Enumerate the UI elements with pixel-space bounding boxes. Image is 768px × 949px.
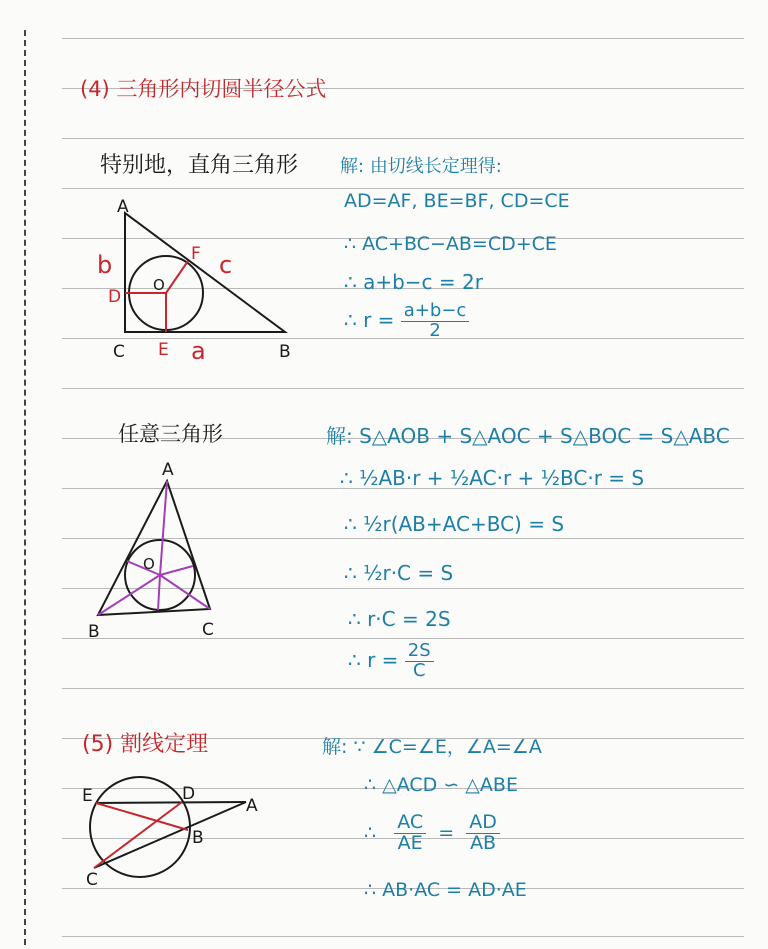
s-label-C: C [86,870,98,890]
secant-ratio-prefix: ∴ [364,821,377,844]
label-b: b [97,251,113,279]
secant-line-1: ∵ ∠C=∠E，∠A=∠A [353,736,542,758]
label-O: O [153,276,165,294]
section-5-title: (5) 割线定理 [82,732,209,757]
g-label-A: A [162,460,174,480]
g-label-B: B [88,622,100,642]
s-label-B: B [192,828,204,848]
secant-ratio-right-num: AD [466,813,500,834]
rt-result [344,302,469,341]
s-label-D: D [182,784,196,804]
radius-of [166,261,188,293]
rt-line-3: ∴ a+b−c = 2r [344,270,483,294]
rt-solution-intro: 由切线长定理得: [369,156,502,177]
rt-result-prefix: ∴ r = [344,307,395,332]
bisector-oc [160,575,210,609]
radius-1 [160,566,193,575]
label-a: a [191,337,206,365]
right-triangle-shape [125,213,285,332]
gt-line-3: ∴ ½r·C = S [344,561,454,585]
gt-solution-prefix: 解: [326,424,353,448]
right-triangle-diagram [95,195,315,365]
section-4-title: (4) 三角形内切圆半径公式 [80,77,327,101]
gt-solution-header [326,420,730,449]
s-label-A: A [246,796,258,816]
label-E: E [158,340,169,360]
dashed-margin-line [24,30,26,945]
gt-line-4: ∴ r·C = 2S [348,607,451,631]
secant-line-ea [96,802,246,803]
label-B: B [279,342,291,362]
rt-line-1: AD=AF, BE=BF, CD=CE [344,190,570,212]
bisector-oa [160,481,167,575]
g-label-O: O [143,555,155,573]
gt-result-den: C [412,659,426,681]
secant-ratio-right [466,813,500,854]
radius-3 [158,575,160,610]
rt-result-num: a+b−c [401,302,470,322]
secant-ratio-left-num: AC [394,813,426,834]
gt-result-num: 2S [405,642,434,662]
label-A: A [117,197,129,217]
label-c: c [219,251,233,279]
label-D: D [108,287,122,307]
rt-result-fraction [401,302,470,341]
gt-line-2: ∴ ½r(AB+AC+BC) = S [344,512,565,536]
general-triangle-heading: 任意三角形 [118,422,223,446]
gt-area-eq: S△AOB + S△AOC + S△BOC = S△ABC [359,424,730,448]
secant-diagram [78,775,278,895]
gt-result-prefix: ∴ r = [348,647,399,672]
general-triangle-shape [98,481,210,615]
gt-result-fraction [405,642,434,681]
secant-ratio-eq: = [438,821,455,844]
g-label-C: C [202,620,214,640]
secant-ratio-right-den: AB [470,831,497,854]
secant-line-2: ∴ △ACD ∽ △ABE [364,774,518,796]
secant-ratio-left-den: AE [397,831,423,854]
gt-result [348,642,434,681]
rt-solution-header [340,152,502,178]
secant-solution-header [322,732,542,759]
rt-line-2: ∴ AC+BC−AB=CD+CE [344,233,557,255]
secant-solution-prefix: 解: [322,736,348,758]
secant-result: ∴ AB·AC = AD·AE [364,879,527,901]
gt-line-1: ∴ ½AB·r + ½AC·r + ½BC·r = S [340,466,645,490]
secant-ratio-left [394,813,426,854]
rt-solution-prefix: 解: [340,156,365,177]
label-C: C [113,342,125,362]
label-F: F [191,244,201,264]
secant-ratio [364,813,500,854]
rt-result-den: 2 [429,319,441,341]
general-triangle-diagram [80,455,250,645]
s-label-E: E [82,786,93,806]
right-triangle-heading: 特别地，直角三角形 [100,153,299,178]
